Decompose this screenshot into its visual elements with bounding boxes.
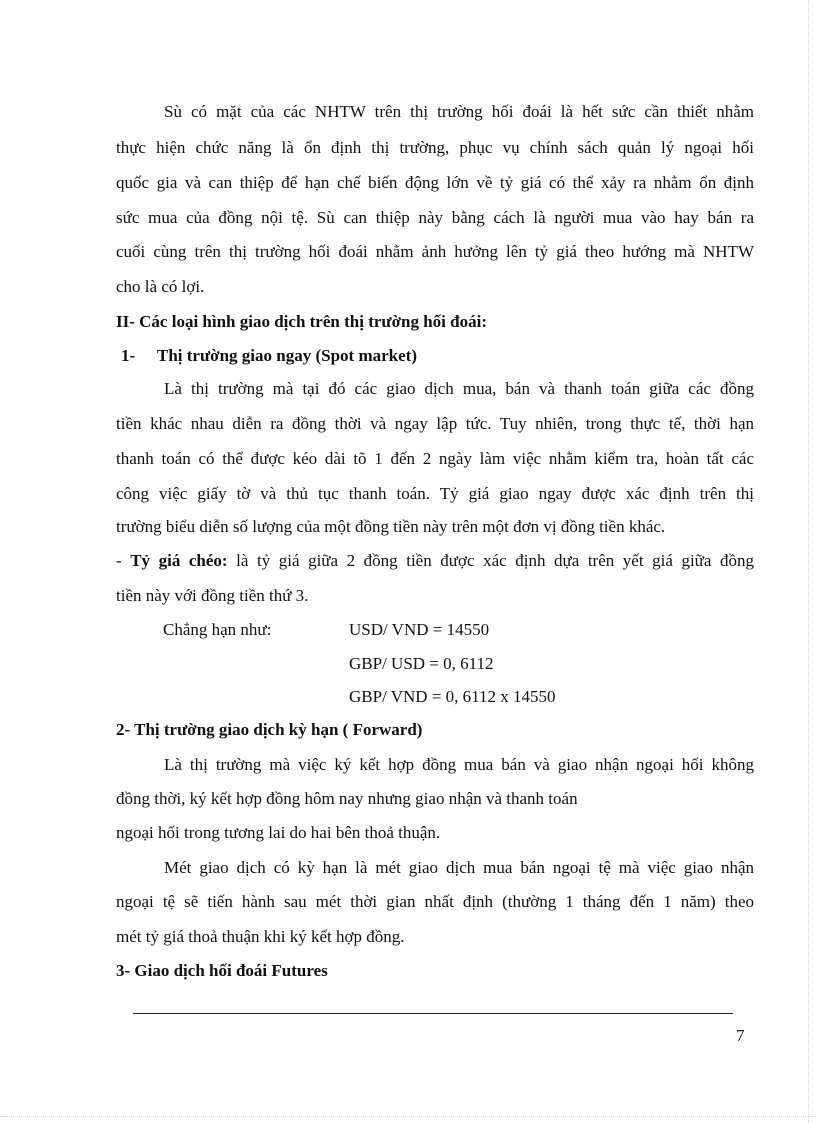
bullet-dash: - (116, 551, 131, 570)
example-label: Chẳng hạn như: (163, 620, 272, 639)
text-line: cuối cùng trên thị trường hối đoái nhằm ảnh hưởng lên tỷ giá theo hướng mà NHTW (116, 242, 754, 261)
text-line (116, 550, 754, 572)
example-row: GBP/ USD = 0, 6112 (349, 654, 494, 673)
example-row: USD/ VND = 14550 (349, 620, 490, 639)
page-edge-bottom (0, 1116, 816, 1117)
text-line: Là thị trường mà tại đó các giao dịch mua, bán và thanh toán giữa các đồng (164, 379, 754, 398)
text-line: mét tỷ giá thoả thuận khi ký kết hợp đồng. (116, 927, 405, 946)
text-line: Mét giao dịch có kỳ hạn là mét giao dịch mua bán ngoại tệ mà việc giao nhận (164, 858, 754, 877)
definition-text: là tỷ giá giữa 2 đồng tiền được xác định dựa trên yết giá giữa đồng (227, 551, 754, 570)
text-line: quốc gia và can thiệp để hạn chế biến động lớn về tỷ giá có thể xảy ra nhằm ổn định (116, 173, 754, 192)
text-line: trường biểu diễn số lượng của một đồng tiền này trên một đơn vị đồng tiền khác. (116, 517, 666, 536)
text-line: ngoại tệ sẽ tiến hành sau mét thời gian nhất định (thường 1 tháng đến 1 năm) theo (116, 892, 754, 911)
text-line: thanh toán có thể được kéo dài tõ 1 đến 2 ngày làm việc nhằm kiểm tra, hoàn tất các (116, 449, 754, 468)
text-line: đồng thời, ký kết hợp đồng hôm nay nhưng giao nhận và thanh toán (116, 789, 578, 808)
text-line: tiền này với đồng tiền thứ 3. (116, 586, 309, 605)
subsection-number: 1- (121, 346, 136, 365)
text-line: cho là có lợi. (116, 277, 205, 296)
text-line: sức mua của đồng nội tệ. Sù can thiệp này bằng cách là người mua vào hay bán ra (116, 208, 754, 227)
text-line: Sù có mặt của các NHTW trên thị trường hối đoái là hết sức cần thiết nhằm (164, 102, 754, 121)
example-row: GBP/ VND = 0, 6112 x 14550 (349, 687, 556, 706)
text-line: tiền khác nhau diễn ra đồng thời và ngay lập tức. Tuy nhiên, trong thực tế, thời hạn (116, 414, 754, 433)
text-line: công việc giấy tờ và thủ tục thanh toán. Tỷ giá giao ngay được xác định trên thị (116, 484, 754, 503)
section-heading: II- Các loại hình giao dịch trên thị trường hối đoái: (116, 312, 487, 331)
text-line: thực hiện chức năng là ổn định thị trường, phục vụ chính sách quản lý ngoại hối (116, 138, 754, 157)
text-line: Là thị trường mà việc ký kết hợp đồng mua bán và giao nhận ngoại hối không (164, 755, 754, 774)
page-number: 7 (736, 1026, 745, 1045)
footer-rule (133, 1013, 733, 1014)
subsection-title: 2- Thị trường giao dịch kỳ hạn ( Forward) (116, 720, 423, 739)
term-cross-rate: Tỷ giá chéo: (130, 551, 228, 570)
text-line: ngoại hối trong tương lai do hai bên thoả thuận. (116, 823, 441, 842)
subsection-title: Thị trường giao ngay (Spot market) (157, 346, 417, 365)
subsection-title: 3- Giao dịch hối đoái Futures (116, 961, 328, 980)
page-edge-right (808, 0, 809, 1123)
